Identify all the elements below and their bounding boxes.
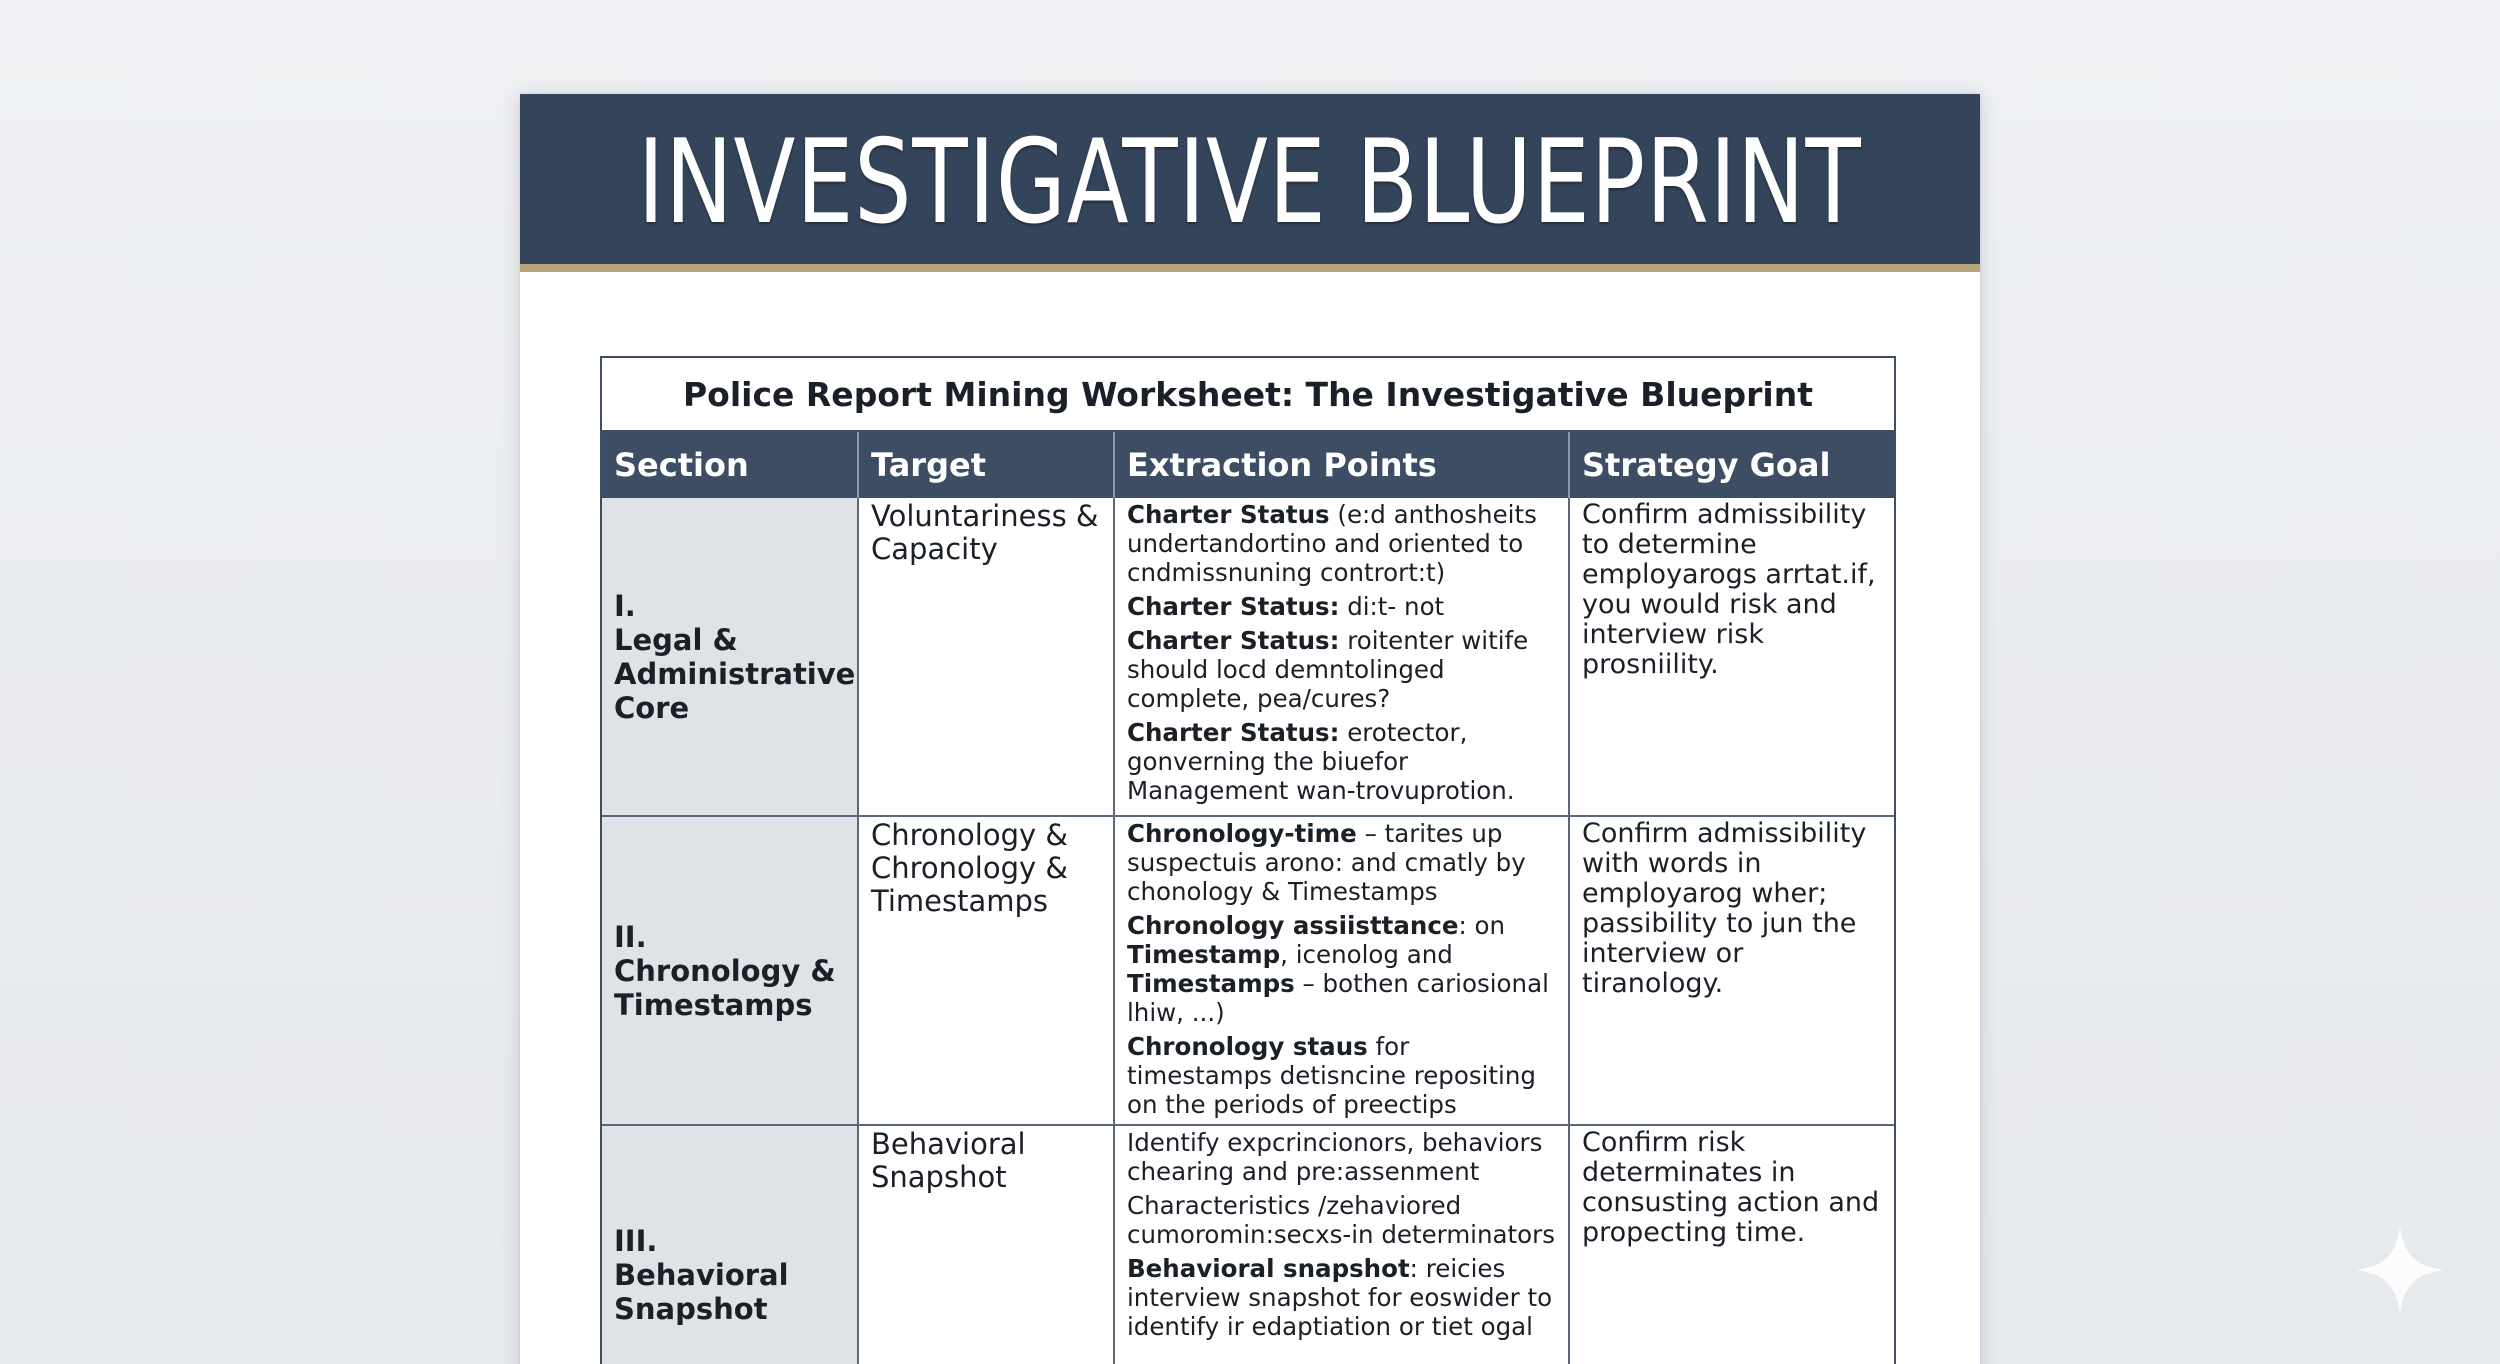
section-number: I. [614, 588, 636, 623]
extraction-text: Characteristics /zehaviored cumoromin:secxs-in determinators [1127, 1191, 1555, 1249]
worksheet-table [602, 432, 1894, 1364]
section-name: Legal & Administrative Core [614, 622, 856, 725]
document-page [520, 94, 1980, 1364]
extraction-item [1127, 1254, 1556, 1341]
extraction-label: Charter Status: [1127, 626, 1340, 655]
section-name: Behavioral Snapshot [614, 1258, 789, 1326]
extraction-label: Behavioral snapshot [1127, 1254, 1410, 1283]
extraction-text: : reicies interview snapshot for eoswider to identify ir edaptiation or tiet ogal [1127, 1254, 1553, 1341]
extraction-item [1127, 500, 1556, 587]
extraction-cell [1114, 816, 1569, 1125]
header-extraction-points: Extraction Points [1114, 432, 1569, 498]
sparkle-icon [2352, 1222, 2448, 1318]
header-strategy-goal: Strategy Goal [1569, 432, 1894, 498]
section-cell [602, 816, 858, 1125]
extraction-item [1127, 592, 1556, 621]
extraction-label: Charter Status: [1127, 592, 1340, 621]
table-row [602, 1125, 1894, 1364]
extraction-cell [1114, 1125, 1569, 1364]
title-banner [520, 94, 1980, 272]
extraction-label: Chronology staus [1127, 1032, 1368, 1061]
extraction-text: : on [1458, 911, 1506, 940]
extraction-item [1127, 1032, 1556, 1119]
extraction-label: Timestamp [1127, 940, 1281, 969]
extraction-label: Charter Status: [1127, 718, 1340, 747]
table-row [602, 498, 1894, 816]
target-cell: Behavioral Snapshot [858, 1125, 1114, 1364]
extraction-item [1127, 819, 1556, 906]
extraction-item [1127, 718, 1556, 805]
section-name: Chronology & Timestamps [614, 953, 836, 1022]
strategy-cell: Confirm admissibility with words in employarog wher; passibility to jun the interview or tiranology. [1569, 816, 1894, 1125]
table-header-row [602, 432, 1894, 498]
strategy-cell: Confirm admissibility to determine employarogs arrtat.if, you would risk and interview risk prosniility. [1569, 498, 1894, 816]
target-cell: Chronology & Chronology & Timestamps [858, 816, 1114, 1125]
worksheet-title: Police Report Mining Worksheet: The Investigative Blueprint [602, 358, 1894, 432]
extraction-item [1127, 1191, 1556, 1249]
extraction-text: – bothen cariosional lhiw, ...) [1127, 969, 1549, 1027]
extraction-item [1127, 626, 1556, 713]
header-section: Section [602, 432, 858, 498]
extraction-text: Identify expcrincionors, behaviors chearing and pre:assenment [1127, 1128, 1543, 1186]
extraction-text: – tarites up suspectuis arono: and cmatly by chonology & Timestamps [1127, 819, 1526, 906]
strategy-cell: Confirm risk determinates in consusting action and propecting time. [1569, 1125, 1894, 1364]
extraction-label: Timestamps [1127, 969, 1295, 998]
section-number: III. [614, 1224, 658, 1258]
header-target: Target [858, 432, 1114, 498]
section-cell [602, 1125, 858, 1364]
extraction-item [1127, 911, 1556, 1027]
extraction-label: Chronology assiisttance [1127, 911, 1459, 940]
extraction-label: Charter Status [1127, 500, 1330, 529]
extraction-label: Chronology-time [1127, 819, 1357, 848]
section-number: II. [614, 919, 647, 954]
extraction-cell [1114, 498, 1569, 816]
banner-title: INVESTIGATIVE BLUEPRINT [638, 115, 1862, 250]
worksheet [600, 356, 1896, 1364]
table-row [602, 816, 1894, 1125]
target-cell: Voluntariness & Capacity [858, 498, 1114, 816]
extraction-text: di:t- not [1339, 592, 1445, 621]
extraction-item [1127, 1128, 1556, 1186]
extraction-text: for timestamps detisncine repositing on the periods of preectips [1127, 1032, 1536, 1119]
extraction-text: roitenter witife should locd demntolinged complete, pea/cures? [1127, 626, 1529, 713]
extraction-text: erotector, gonverning the biuefor Management wan-trovuprotion. [1127, 718, 1515, 805]
extraction-text: , icenolog and [1280, 940, 1453, 969]
section-cell [602, 498, 858, 816]
extraction-text: (e:d anthosheits undertandortino and oriented to cndmissnuning contrort:t) [1127, 500, 1537, 587]
